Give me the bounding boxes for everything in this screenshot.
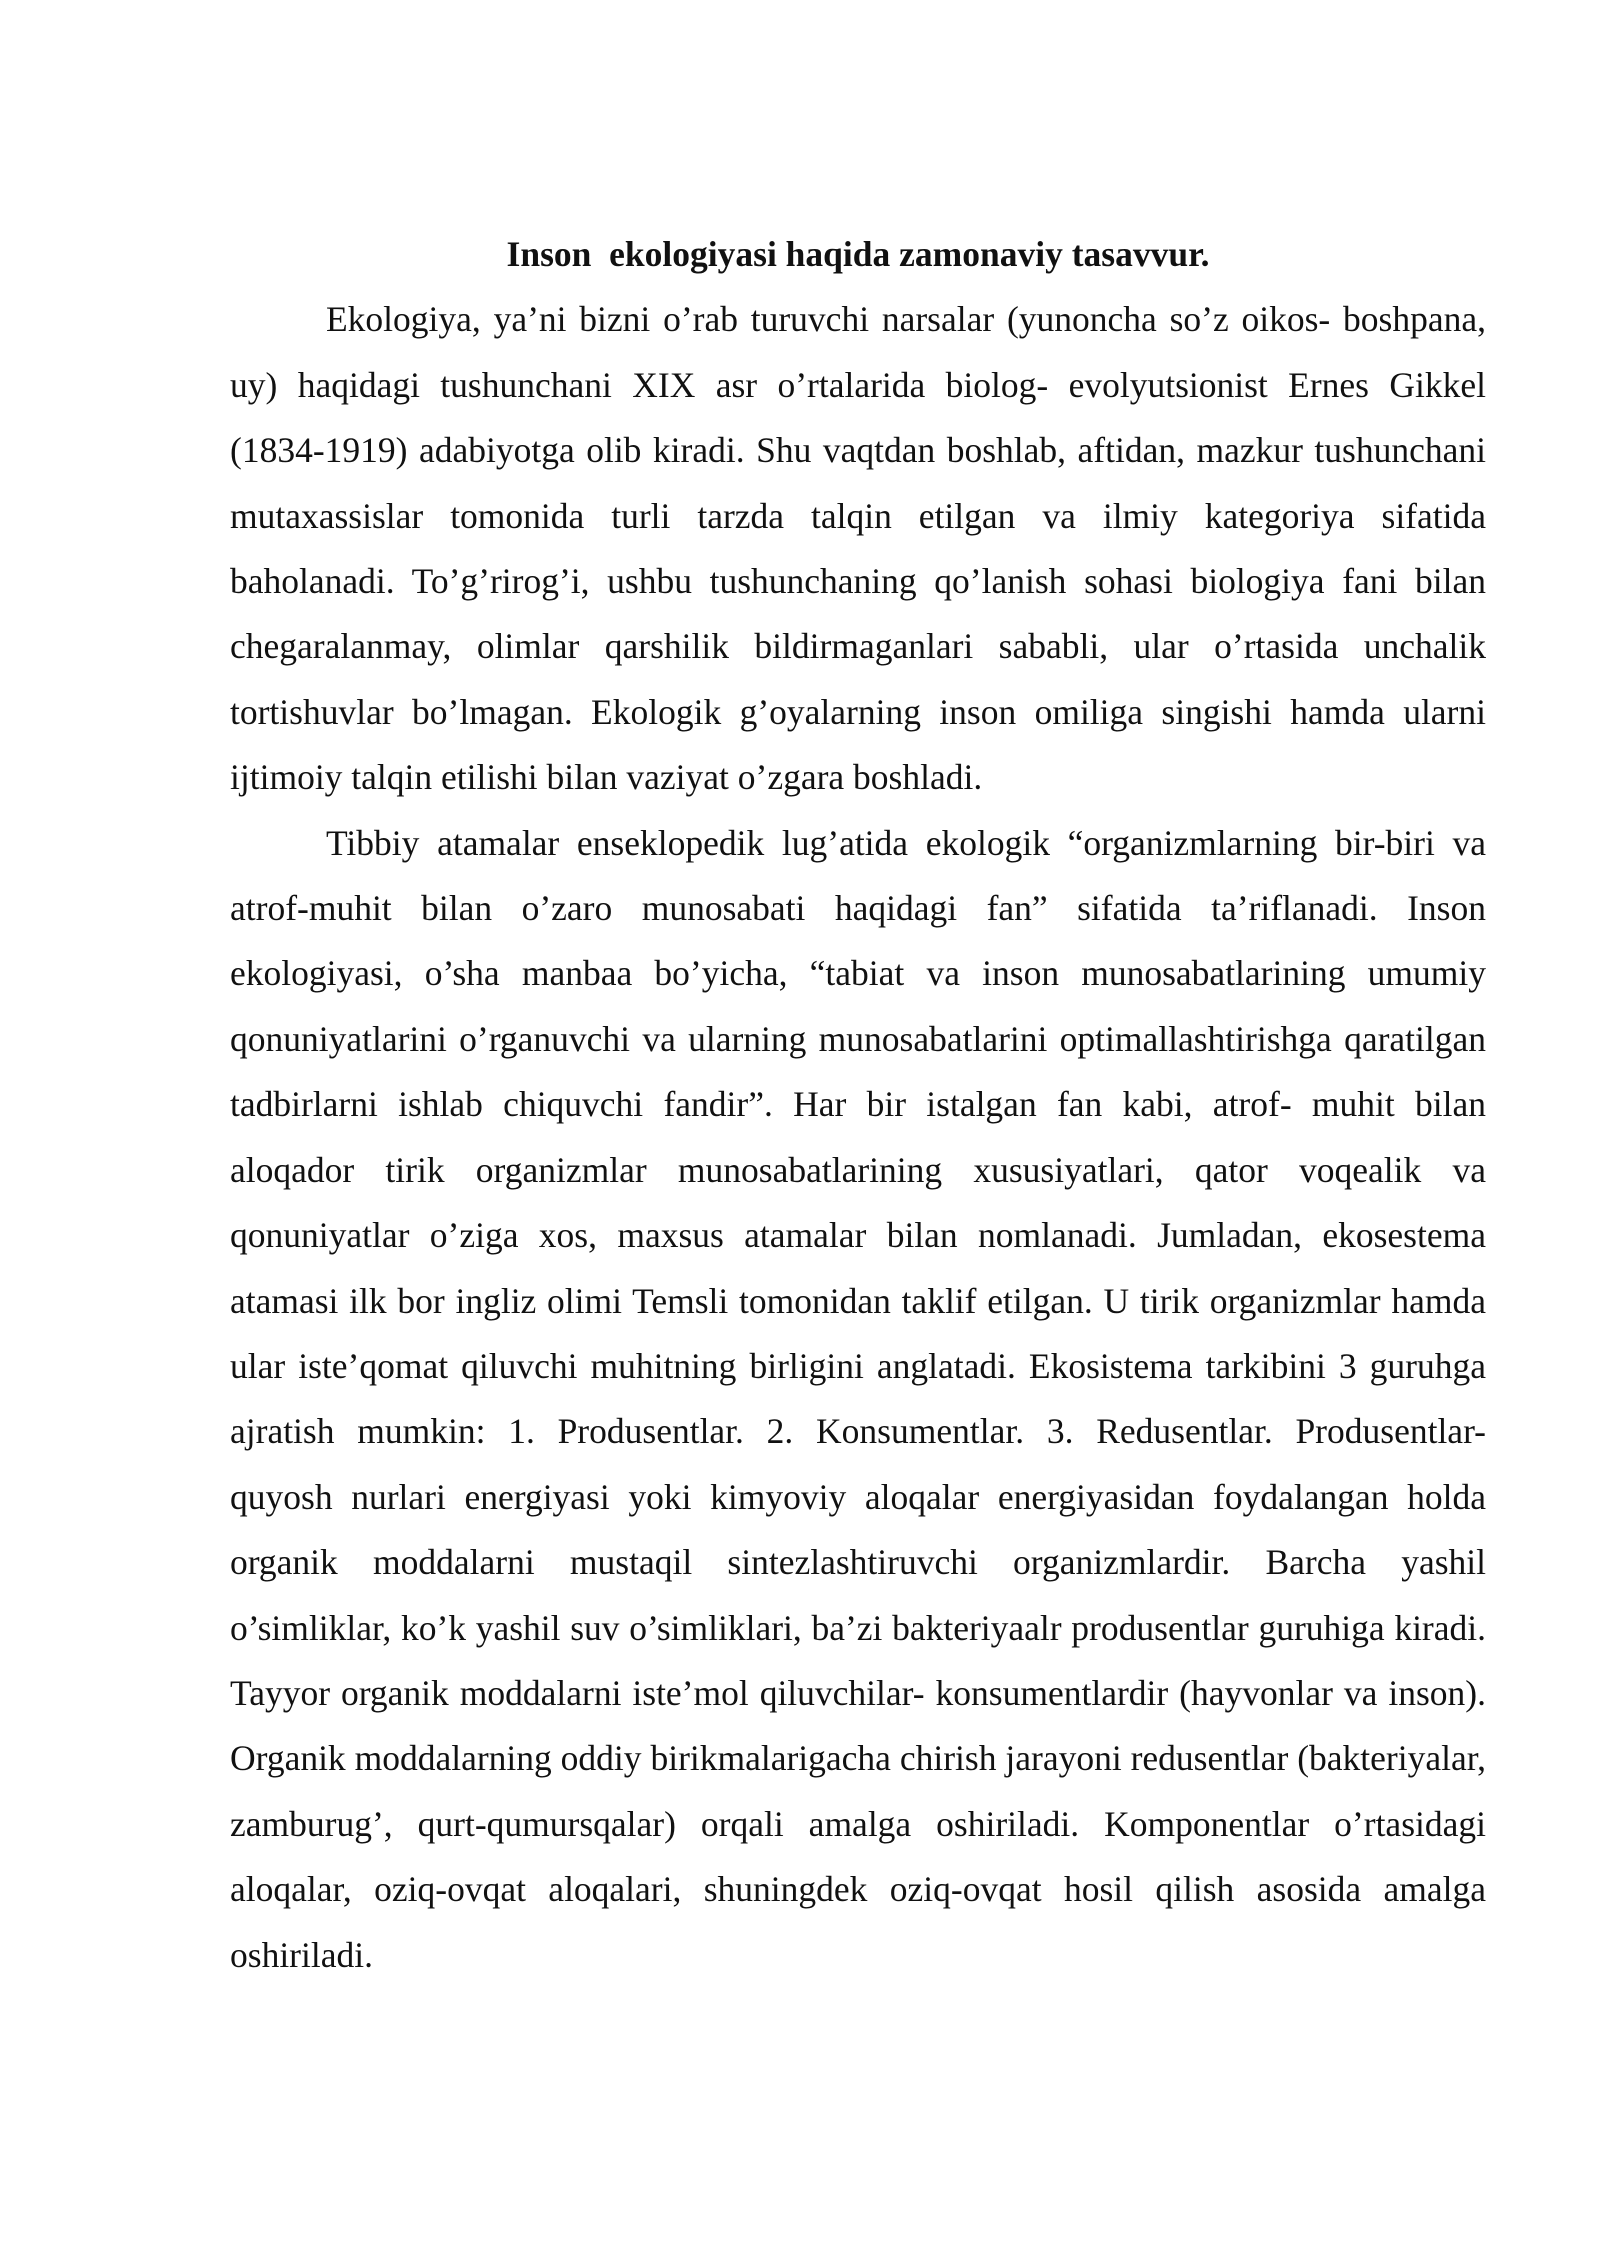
paragraph-2: Tibbiy atamalar enseklopedik lug’atida ekologik “organizmlarning bir-biri va atrof-muhit bilan o’zaro munosabati haqidagi fan” sifatida ta’riflanadi. Inson ekologiyasi, o’sha manbaa bo’yicha, “tabiat va inson munosabatlarining umumiy qonuniyatlarini o’rganuvchi va ularning munosabatlarini optimallashtirishga qaratilgan tadbirlarni ishlab chiquvchi fandir”. Har bir istalgan fan kabi, atrof- muhit bilan aloqador tirik organizmlar munosabatlarining xususiyatlari, qator voqealik va qonuniyatlar o’ziga xos, maxsus atamalar bilan nomlanadi. Jumladan, ekosestema atamasi ilk bor ingliz olimi Temsli tomonidan taklif etilgan. U tirik organizmlar hamda ular iste’qomat qiluvchi muhitning birligini anglatadi. Ekosistema tarkibini 3 guruhga ajratish mumkin: 1. Produsentlar. 2. Konsumentlar. 3. Redusentlar. Produsentlar- quyosh nurlari energiyasi yoki kimyoviy aloqalar energiyasidan foydalangan holda organik moddalarni mustaqil sintezlashtiruvchi organizmlardir. Barcha yashil o’simliklar, ko’k yashil suv o’simliklari, ba’zi bakteriyaalr produsentlar guruhiga kiradi. Tayyor organik moddalarni iste’mol qiluvchilar- konsumentlardir (hayvonlar va inson). Organik moddalarning oddiy birikmalarigacha chirish jarayoni redusentlar (bakteriyalar, zamburug’, qurt-qumursqalar) orqali amalga oshiriladi. Komponentlar o’rtasidagi aloqalar, oziq-ovqat aloqalari, shuningdek oziq-ovqat hosil qilish asosida amalga oshiriladi. bbox=[230, 822, 1486, 1975]
paragraph-1: Ekologiya, ya’ni bizni o’rab turuvchi narsalar (yunoncha so’z oikos- boshpana, uy) haqidagi tushunchani XIX asr o’rtalarida biolog- evolyutsionist Ernes Gikkel (1834-1919) adabiyotga olib kiradi. Shu vaqtdan boshlab, aftidan, mazkur tushunchani mutaxassislar tomonida turli tarzda talqin etilgan va ilmiy kategoriya sifatida baholanadi. To’g’rirog’i, ushbu tushunchaning qo’lanish sohasi biologiya fani bilan chegaralanmay, olimlar qarshilik bildirmaganlari sababli, ular o’rtasida unchalik tortishuvlar bo’lmagan. Ekologik g’oyalarning inson omiliga singishi hamda ularni ijtimoiy talqin etilishi bilan vaziyat o’zgara boshladi. bbox=[230, 299, 1486, 798]
document-title: Inson ekologiyasi haqida zamonaviy tasavvur. bbox=[506, 234, 1210, 274]
document-body bbox=[230, 222, 1486, 1988]
